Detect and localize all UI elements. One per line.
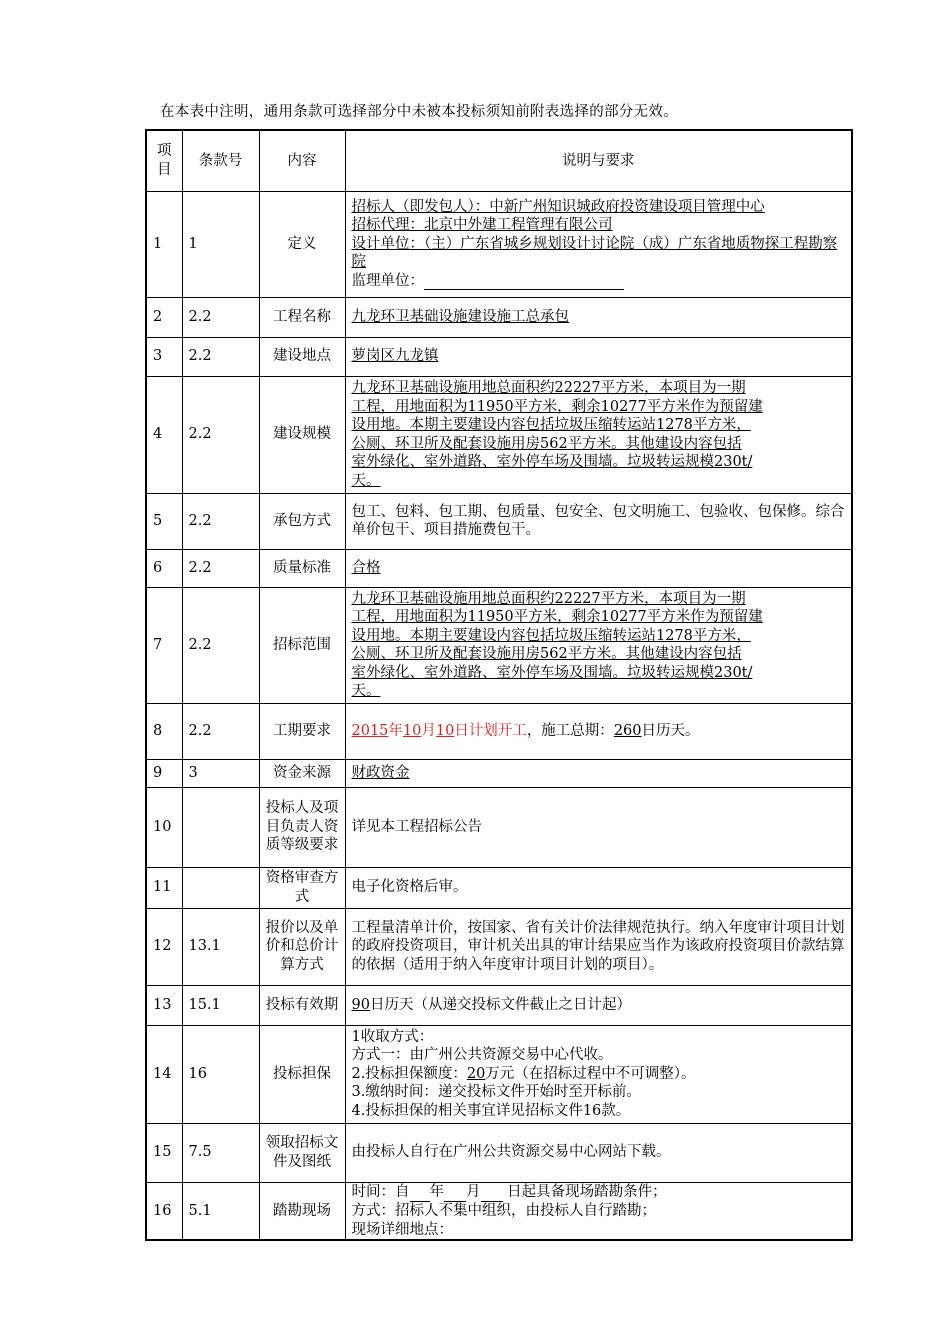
row-no: 3 [146,337,182,376]
row-no: 6 [146,549,182,587]
row-title: 建设地点 [259,337,345,376]
row-title: 报价以及单价和总价计算方式 [259,908,345,985]
row-no: 8 [146,703,182,759]
row-no: 7 [146,587,182,703]
row-description: 包工、包料、包工期、包质量、包安全、包文明施工、包验收、包保修。综合单价包干、项目措施费包干。 [345,493,852,549]
row-description: 工程量清单计价，按国家、省有关计价法律规范执行。纳入年度审计项目计划的政府投资项目，审计机关出具的审计结果应当作为该政府投资项目价款结算的依据（适用于纳入年度审计项目计划的项目）。 [345,908,852,985]
table-row [146,1182,852,1240]
row-clause: 1 [182,191,259,297]
row-title: 工程名称 [259,297,345,337]
row-description: 2015年10月10日计划开工，施工总期：260日历天。 [345,703,852,759]
row-description: 萝岗区九龙镇 [345,337,852,376]
table-row [146,493,852,549]
row-no: 12 [146,908,182,985]
header-item-no: 项目 [146,130,182,191]
table-row [146,759,852,787]
header-clause: 条款号 [182,130,259,191]
tenderer-line: 招标人（即发包人）：中新广州知识城政府投资建设项目管理中心 [351,198,765,215]
row-description: 时间：自 年 月 日起具备现场踏勘条件； 方式：招标人不集中组织，由投标人自行踏勘； 现场详细地点： [345,1182,852,1240]
row-title: 投标担保 [259,1025,345,1123]
table-row [146,1025,852,1123]
row-no: 11 [146,867,182,908]
row-title: 质量标准 [259,549,345,587]
row-clause [182,867,259,908]
table-row [146,549,852,587]
row-clause: 2.2 [182,376,259,493]
row-no: 4 [146,376,182,493]
row-no: 15 [146,1123,182,1182]
table-row [146,191,852,297]
row-description: 九龙环卫基础设施建设施工总承包 [345,297,852,337]
row-description [345,191,852,297]
row-title: 踏勘现场 [259,1182,345,1240]
row-clause: 2.2 [182,297,259,337]
table-row [146,297,852,337]
row-clause: 5.1 [182,1182,259,1240]
row-title: 投标有效期 [259,985,345,1025]
table-row [146,337,852,376]
table-row [146,587,852,703]
row-clause: 2.2 [182,587,259,703]
row-description: 九龙环卫基础设施用地总面积约22227平方米，本项目为一期 工程，用地面积为11950平方米，剩余10277平方米作为预留建 设用地。本期主要建设内容包括垃圾压缩转运站1278平方米， 公厕、环卫所及配套设施用房562平方米。其他建设内容包括 室外绿化、室外道路、室外停车场及围墙。垃圾转运规模230t/ 天。 [345,376,852,493]
agent-line: 招标代理：北京中外建工程管理有限公司 [351,217,613,234]
row-clause: 2.2 [182,337,259,376]
row-clause: 15.1 [182,985,259,1025]
row-description: 财政资金 [345,759,852,787]
row-no: 1 [146,191,182,297]
header-content: 内容 [259,130,345,191]
row-description: 90日历天（从递交投标文件截止之日计起） [345,985,852,1025]
table-row [146,1123,852,1182]
row-clause: 2.2 [182,549,259,587]
row-no: 9 [146,759,182,787]
row-title: 领取招标文件及图纸 [259,1123,345,1182]
row-title: 资格审查方式 [259,867,345,908]
row-no: 16 [146,1182,182,1240]
header-description: 说明与要求 [345,130,852,191]
row-clause: 2.2 [182,493,259,549]
table-row [146,908,852,985]
row-no: 2 [146,297,182,337]
row-title: 资金来源 [259,759,345,787]
row-no: 5 [146,493,182,549]
row-clause: 13.1 [182,908,259,985]
row-title: 工期要求 [259,703,345,759]
row-no: 10 [146,787,182,867]
designer-line: 设计单位：（主）广东省城乡规划设计讨论院（成）广东省地质物探工程勘察院 [351,235,838,271]
row-description: 详见本工程招标公告 [345,787,852,867]
intro-note: 在本表中注明，通用条款可选择部分中未被本投标须知前附表选择的部分无效。 [160,104,678,120]
row-title: 建设规模 [259,376,345,493]
table-header-row [146,130,852,191]
table-row [146,985,852,1025]
table-row [146,376,852,493]
row-clause: 2.2 [182,703,259,759]
row-description: 电子化资格后审。 [345,867,852,908]
row-description: 由投标人自行在广州公共资源交易中心网站下载。 [345,1123,852,1182]
row-title: 招标范围 [259,587,345,703]
supervisor-line: 监理单位： [352,272,846,291]
row-description: 1收取方式： 方式一：由广州公共资源交易中心代收。 2.投标担保额度：20万元（在招标过程中不可调整）。 3.缴纳时间：递交投标文件开始时至开标前。 4.投标担保的相关事宜详见招标文件16款。 [345,1025,852,1123]
row-title: 承包方式 [259,493,345,549]
bid-info-table [145,129,853,1241]
row-no: 13 [146,985,182,1025]
row-clause: 16 [182,1025,259,1123]
row-clause: 7.5 [182,1123,259,1182]
row-no: 14 [146,1025,182,1123]
table-row [146,703,852,759]
row-clause [182,787,259,867]
row-description: 九龙环卫基础设施用地总面积约22227平方米，本项目为一期 工程，用地面积为11950平方米，剩余10277平方米作为预留建 设用地。本期主要建设内容包括垃圾压缩转运站1278平方米， 公厕、环卫所及配套设施用房562平方米。其他建设内容包括 室外绿化、室外道路、室外停车场及围墙。垃圾转运规模230t/ 天。 [345,587,852,703]
row-clause: 3 [182,759,259,787]
table-row [146,867,852,908]
row-title: 定义 [259,191,345,297]
table-row [146,787,852,867]
row-title: 投标人及项目负责人资质等级要求 [259,787,345,867]
row-description: 合格 [345,549,852,587]
